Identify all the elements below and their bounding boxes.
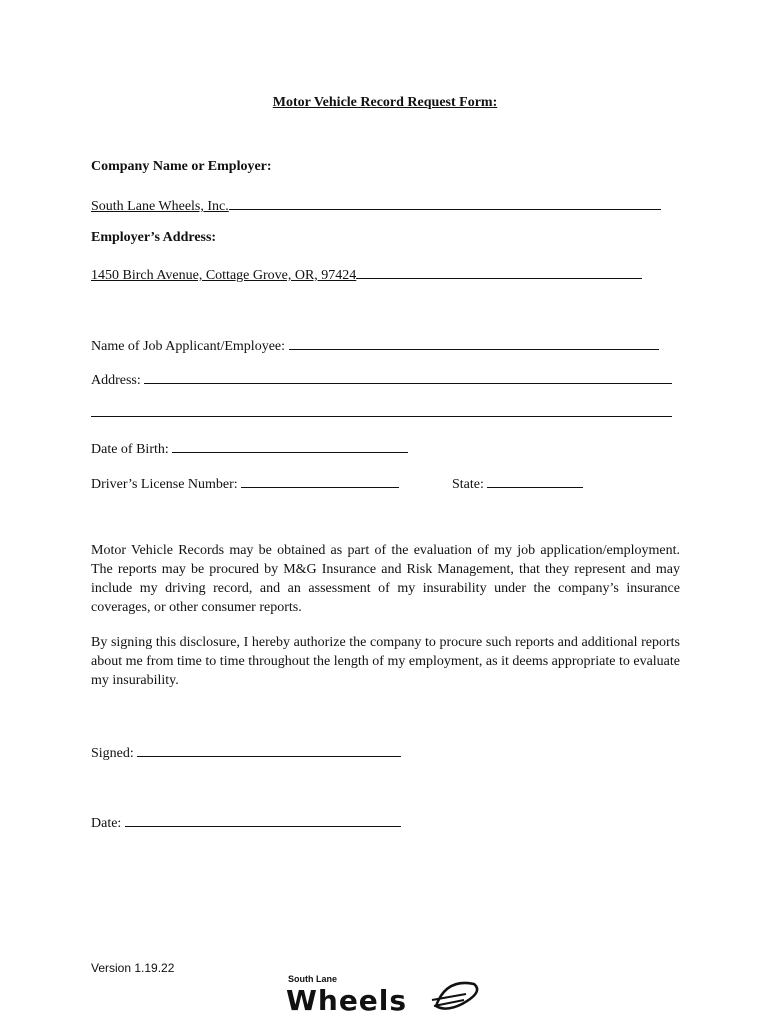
employer-address-label: Employer’s Address: (91, 230, 217, 245)
dob-row (91, 438, 408, 458)
company-field-blank[interactable] (229, 195, 661, 210)
logo-small-text: South Lane (288, 974, 337, 984)
applicant-address-field-2[interactable] (91, 402, 672, 417)
signed-row (91, 742, 401, 762)
license-label: Driver’s License Number: (91, 477, 238, 492)
dob-field[interactable] (172, 438, 408, 453)
license-row (91, 473, 399, 493)
state-row (452, 473, 583, 493)
signed-label: Signed: (91, 746, 134, 761)
applicant-name-label: Name of Job Applicant/Employee: (91, 339, 286, 354)
applicant-address-row-2 (91, 402, 672, 422)
version-label: Version 1.19.22 (91, 961, 175, 975)
employer-address-value: 1450 Birch Avenue, Cottage Grove, OR, 97424 (91, 268, 357, 283)
disclosure-paragraph-1: Motor Vehicle Records may be obtained as part of the evaluation of my job application/employment. The reports may be procured by M&G Insurance and Risk Management, that they represent and may include my driving record, and an assessment of my insurability under the company’s insurance coverages, or other consumer reports. (91, 543, 680, 615)
date-field[interactable] (125, 812, 401, 827)
applicant-name-field[interactable] (289, 335, 659, 350)
license-field[interactable] (241, 473, 399, 488)
logo-big-text: Wheels (286, 984, 408, 1017)
applicant-address-field[interactable] (144, 369, 672, 384)
disclosure-paragraph-2: By signing this disclosure, I hereby authorize the company to procure such reports and additional reports about me from time to time throughout the length of my employment, as it deems appropriate to evaluate my insurability. (91, 635, 680, 688)
employer-address-blank[interactable] (356, 264, 642, 279)
company-label: Company Name or Employer: (91, 159, 272, 174)
signature-field[interactable] (137, 742, 401, 757)
company-line (91, 195, 661, 215)
state-field[interactable] (487, 473, 583, 488)
state-label: State: (452, 477, 484, 492)
employer-address-line (91, 264, 642, 284)
south-lane-wheels-logo (286, 970, 482, 1020)
date-label: Date: (91, 816, 122, 831)
applicant-address-label: Address: (91, 373, 141, 388)
applicant-address-row (91, 369, 672, 389)
dob-label: Date of Birth: (91, 442, 169, 457)
form-title: Motor Vehicle Record Request Form: (272, 95, 498, 110)
logo-swoosh-line-1 (432, 994, 466, 1000)
company-value: South Lane Wheels, Inc. (91, 199, 229, 214)
applicant-name-row (91, 335, 659, 355)
date-row (91, 812, 401, 832)
